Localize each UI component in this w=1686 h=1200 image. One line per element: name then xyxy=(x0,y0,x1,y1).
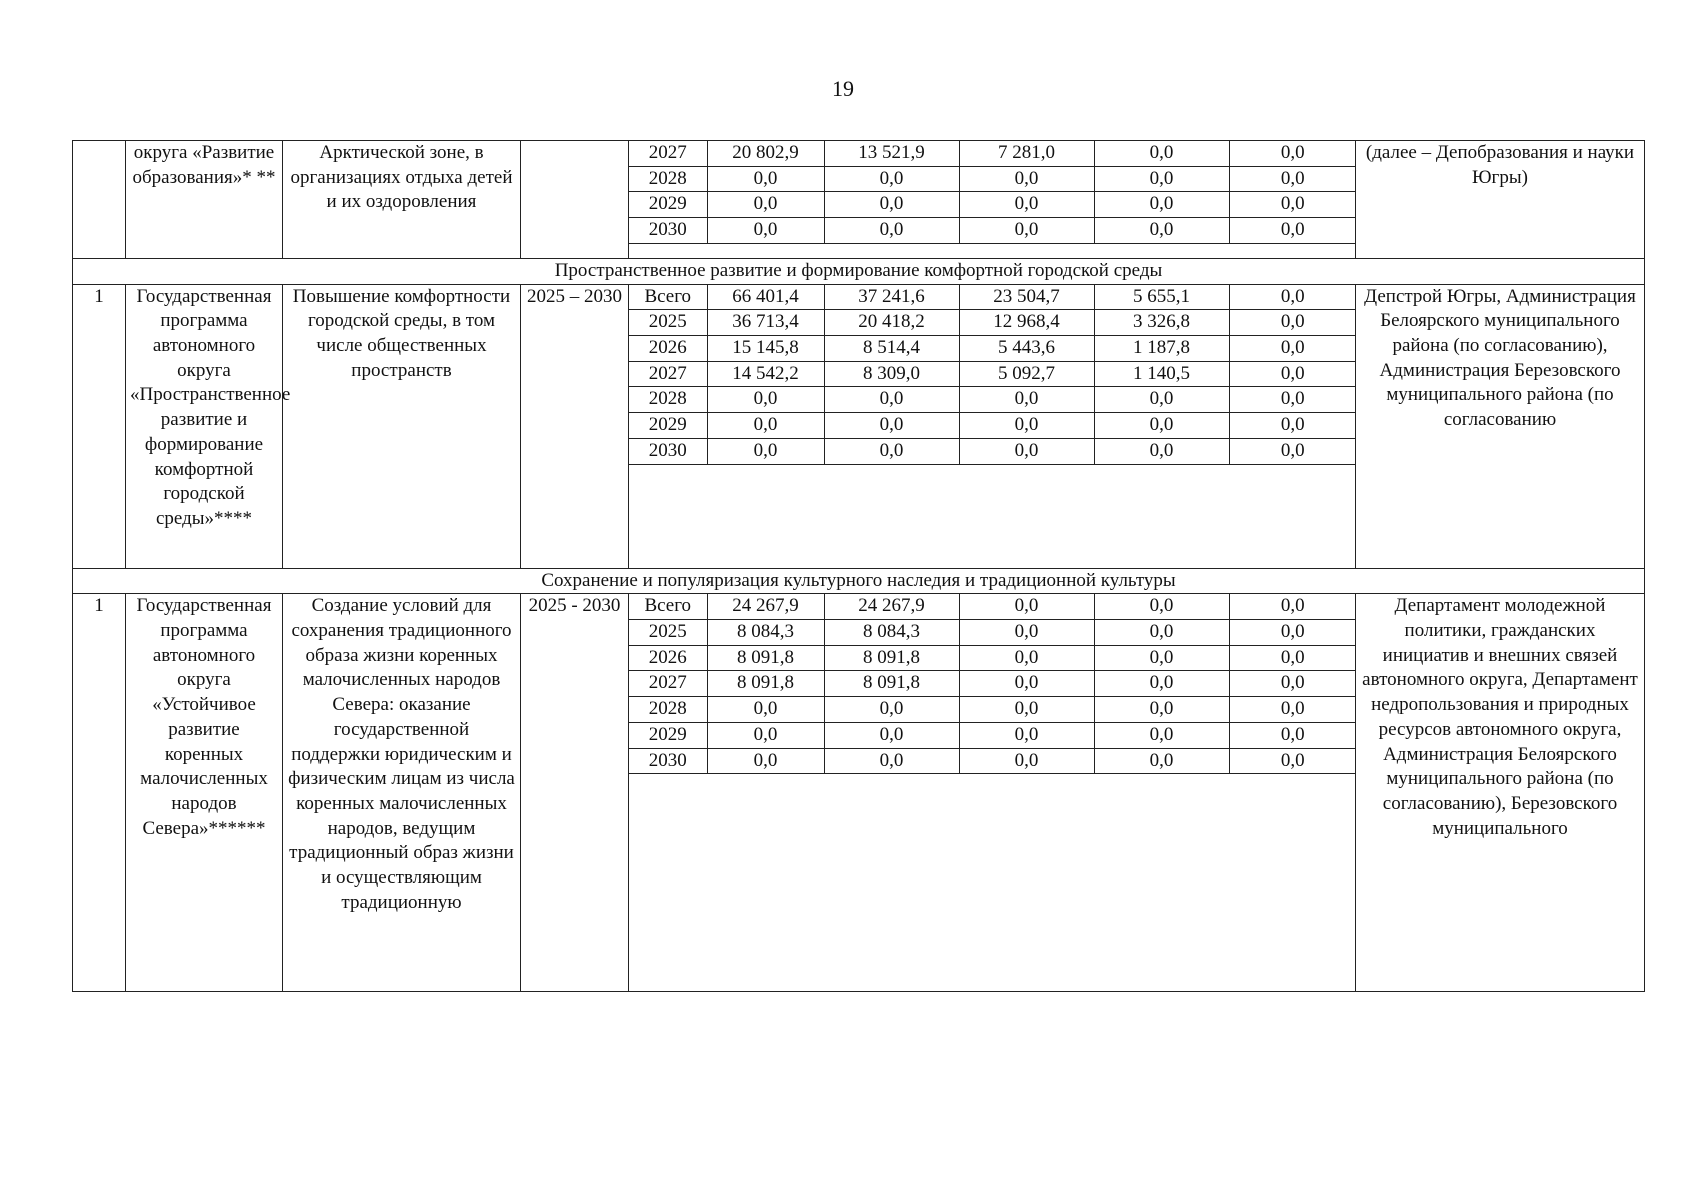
value-cell: 12 968,4 xyxy=(959,310,1094,336)
value-cell: 14 542,2 xyxy=(707,361,824,387)
value-cell: 8 091,8 xyxy=(824,645,959,671)
value-cell: 0,0 xyxy=(1094,192,1229,218)
year-row xyxy=(629,620,1356,646)
year-cell: 2026 xyxy=(629,336,707,362)
value-cell: 0,0 xyxy=(959,218,1094,244)
year-cell: 2028 xyxy=(629,387,707,413)
year-row xyxy=(629,336,1356,362)
value-cell: 0,0 xyxy=(1094,218,1229,244)
year-row xyxy=(629,192,1356,218)
value-cell: 0,0 xyxy=(959,671,1094,697)
value-cell: 0,0 xyxy=(959,413,1094,439)
program-name: Государственная программа автономного округа «Пространственное развитие и формирование комфортной городской среды»**** xyxy=(126,284,283,568)
program-row xyxy=(73,141,1645,259)
year-row xyxy=(629,413,1356,439)
value-cell: 0,0 xyxy=(707,748,824,774)
year-cell: Всего xyxy=(629,594,707,619)
value-cell: 8 091,8 xyxy=(707,645,824,671)
value-cell: 0,0 xyxy=(959,722,1094,748)
value-cell: 8 084,3 xyxy=(824,620,959,646)
value-cell: 0,0 xyxy=(959,697,1094,723)
section-title: Пространственное развитие и формирование комфортной городской среды xyxy=(73,259,1645,285)
value-cell: 0,0 xyxy=(1229,594,1356,619)
year-row xyxy=(629,310,1356,336)
year-row xyxy=(629,141,1356,166)
responsible-executor: Депстрой Югры, Администрация Белоярского муниципального района (по согласованию), Администрация Березовского муниципального района (по согласованию xyxy=(1356,284,1645,568)
value-cell: 0,0 xyxy=(1094,722,1229,748)
value-cell: 23 504,7 xyxy=(959,285,1094,310)
value-cell: 0,0 xyxy=(1094,594,1229,619)
value-cell: 5 443,6 xyxy=(959,336,1094,362)
value-cell: 0,0 xyxy=(824,413,959,439)
year-cell: 2028 xyxy=(629,697,707,723)
value-cell: 0,0 xyxy=(1229,722,1356,748)
value-cell: 0,0 xyxy=(959,620,1094,646)
year-cell: 2030 xyxy=(629,218,707,244)
row-number: 1 xyxy=(73,284,126,568)
year-row xyxy=(629,594,1356,619)
value-cell: 66 401,4 xyxy=(707,285,824,310)
value-cell: 0,0 xyxy=(1229,620,1356,646)
value-cell: 0,0 xyxy=(1094,387,1229,413)
value-cell: 0,0 xyxy=(1229,387,1356,413)
year-cell: 2030 xyxy=(629,748,707,774)
value-cell: 1 187,8 xyxy=(1094,336,1229,362)
value-cell: 20 802,9 xyxy=(707,141,824,166)
value-cell: 0,0 xyxy=(959,192,1094,218)
value-cell: 7 281,0 xyxy=(959,141,1094,166)
year-cell: 2027 xyxy=(629,671,707,697)
value-cell: 0,0 xyxy=(959,645,1094,671)
year-cell: 2027 xyxy=(629,141,707,166)
value-cell: 0,0 xyxy=(1094,141,1229,166)
value-cell: 37 241,6 xyxy=(824,285,959,310)
value-cell: 0,0 xyxy=(1094,413,1229,439)
year-row xyxy=(629,387,1356,413)
period: 2025 - 2030 xyxy=(521,594,629,992)
value-cell: 8 091,8 xyxy=(707,671,824,697)
value-cell: 0,0 xyxy=(707,697,824,723)
value-cell: 1 140,5 xyxy=(1094,361,1229,387)
funding-values xyxy=(629,284,1356,568)
responsible-executor: Департамент молодежной политики, гражданских инициатив и внешних связей автономного округа, Департамент недропользования и природных ресурсов автономного округа, Администрация Белоярского муниципального района (по согласованию), Березовского муниципального xyxy=(1356,594,1645,992)
row-number: 1 xyxy=(73,594,126,992)
program-name: округа «Развитие образования»* ** xyxy=(126,141,283,259)
year-cell: 2030 xyxy=(629,438,707,464)
value-cell: 0,0 xyxy=(707,387,824,413)
value-cell: 0,0 xyxy=(1229,166,1356,192)
value-cell: 36 713,4 xyxy=(707,310,824,336)
value-cell: 0,0 xyxy=(1229,645,1356,671)
value-cell: 8 084,3 xyxy=(707,620,824,646)
value-cell: 0,0 xyxy=(1094,166,1229,192)
value-cell: 0,0 xyxy=(959,594,1094,619)
value-cell: 0,0 xyxy=(959,438,1094,464)
value-cell: 15 145,8 xyxy=(707,336,824,362)
value-cell: 8 309,0 xyxy=(824,361,959,387)
funding-values xyxy=(629,141,1356,259)
value-cell: 0,0 xyxy=(707,438,824,464)
value-cell: 0,0 xyxy=(1229,336,1356,362)
value-cell: 0,0 xyxy=(1229,141,1356,166)
period xyxy=(521,141,629,259)
value-cell: 8 091,8 xyxy=(824,671,959,697)
value-cell: 0,0 xyxy=(1094,645,1229,671)
year-row xyxy=(629,748,1356,774)
value-cell: 0,0 xyxy=(824,748,959,774)
value-cell: 0,0 xyxy=(707,166,824,192)
value-cell: 8 514,4 xyxy=(824,336,959,362)
year-row xyxy=(629,361,1356,387)
year-row xyxy=(629,218,1356,244)
year-row xyxy=(629,671,1356,697)
value-cell: 3 326,8 xyxy=(1094,310,1229,336)
value-cell: 0,0 xyxy=(1094,697,1229,723)
value-cell: 0,0 xyxy=(824,387,959,413)
value-cell: 0,0 xyxy=(824,166,959,192)
value-cell: 0,0 xyxy=(707,218,824,244)
value-cell: 5 092,7 xyxy=(959,361,1094,387)
value-cell: 13 521,9 xyxy=(824,141,959,166)
year-cell: 2026 xyxy=(629,645,707,671)
year-row xyxy=(629,438,1356,464)
year-row xyxy=(629,645,1356,671)
program-row xyxy=(73,284,1645,568)
value-cell: 0,0 xyxy=(707,413,824,439)
value-cell: 0,0 xyxy=(1229,697,1356,723)
year-cell: 2029 xyxy=(629,722,707,748)
value-cell: 0,0 xyxy=(824,192,959,218)
value-cell: 0,0 xyxy=(707,192,824,218)
funding-values xyxy=(629,594,1356,992)
measure-name: Арктической зоне, в организациях отдыха детей и их оздоровления xyxy=(283,141,521,259)
year-cell: 2025 xyxy=(629,620,707,646)
measure-name: Повышение комфортности городской среды, в том числе общественных пространств xyxy=(283,284,521,568)
year-row xyxy=(629,722,1356,748)
value-cell: 0,0 xyxy=(824,697,959,723)
year-row xyxy=(629,285,1356,310)
year-row xyxy=(629,697,1356,723)
year-cell: Всего xyxy=(629,285,707,310)
value-cell: 5 655,1 xyxy=(1094,285,1229,310)
value-cell: 0,0 xyxy=(1229,413,1356,439)
value-cell: 20 418,2 xyxy=(824,310,959,336)
section-title: Сохранение и популяризация культурного наследия и традиционной культуры xyxy=(73,568,1645,594)
value-cell: 24 267,9 xyxy=(824,594,959,619)
value-cell: 0,0 xyxy=(959,387,1094,413)
value-cell: 0,0 xyxy=(1229,285,1356,310)
value-cell: 0,0 xyxy=(824,722,959,748)
value-cell: 0,0 xyxy=(1229,671,1356,697)
value-cell: 24 267,9 xyxy=(707,594,824,619)
value-cell: 0,0 xyxy=(1229,748,1356,774)
value-cell: 0,0 xyxy=(1094,748,1229,774)
value-cell: 0,0 xyxy=(707,722,824,748)
year-cell: 2028 xyxy=(629,166,707,192)
value-cell: 0,0 xyxy=(1094,620,1229,646)
value-cell: 0,0 xyxy=(824,218,959,244)
value-cell: 0,0 xyxy=(1229,310,1356,336)
value-cell: 0,0 xyxy=(1229,218,1356,244)
program-row xyxy=(73,594,1645,992)
value-cell: 0,0 xyxy=(824,438,959,464)
row-number xyxy=(73,141,126,259)
year-cell: 2027 xyxy=(629,361,707,387)
year-cell: 2025 xyxy=(629,310,707,336)
measure-name: Создание условий для сохранения традиционного образа жизни коренных малочисленных народов Севера: оказание государственной поддержки юридическим и физическим лицам из числа коренных малочисленных народов, ведущим традиционный образ жизни и осуществляющим традиционную xyxy=(283,594,521,992)
year-cell: 2029 xyxy=(629,413,707,439)
value-cell: 0,0 xyxy=(1094,438,1229,464)
value-cell: 0,0 xyxy=(1229,438,1356,464)
period: 2025 – 2030 xyxy=(521,284,629,568)
value-cell: 0,0 xyxy=(959,166,1094,192)
value-cell: 0,0 xyxy=(1094,671,1229,697)
program-name: Государственная программа автономного округа «Устойчивое развитие коренных малочисленных народов Севера»****** xyxy=(126,594,283,992)
value-cell: 0,0 xyxy=(959,748,1094,774)
value-cell: 0,0 xyxy=(1229,192,1356,218)
year-cell: 2029 xyxy=(629,192,707,218)
responsible-executor: (далее – Депобразования и науки Югры) xyxy=(1356,141,1645,259)
year-row xyxy=(629,166,1356,192)
value-cell: 0,0 xyxy=(1229,361,1356,387)
funding-table xyxy=(72,140,1645,992)
page-number: 19 xyxy=(832,76,854,101)
